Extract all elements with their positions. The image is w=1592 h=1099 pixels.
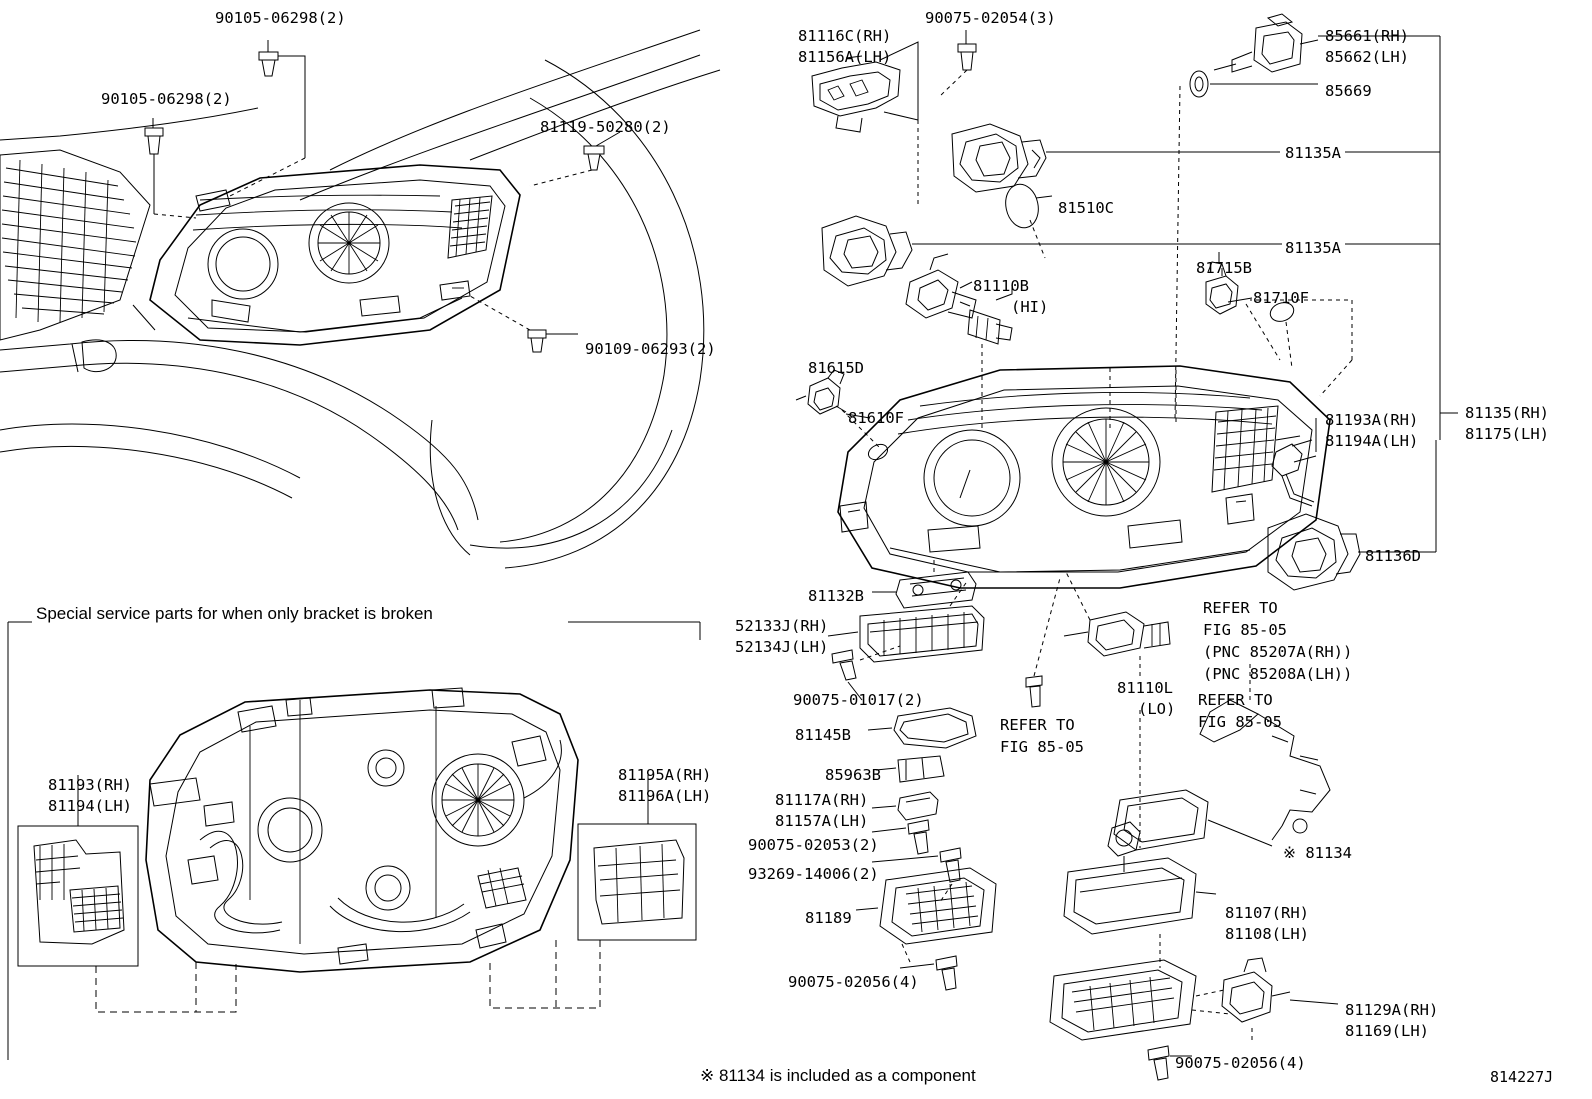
part-85963b-clip <box>876 756 944 782</box>
part-81107-ballast <box>1064 822 1216 968</box>
diagram-code: 814227J <box>1490 1068 1554 1086</box>
part-81145b-gasket <box>868 708 976 748</box>
label-l-81156a: 81156A(LH) <box>798 48 892 66</box>
part-81135a-cap-upper <box>952 124 1440 192</box>
label-l-81110b: 81110B <box>973 277 1029 295</box>
special-service-note: Special service parts for when only bracket is broken <box>36 604 433 623</box>
vehicle-front-illustration <box>0 30 720 568</box>
refer-block-c-line-1: REFER TO <box>1000 716 1075 734</box>
label-l-90105-b: 90105-06298(2) <box>101 90 232 108</box>
refer-block-a-line-3: (PNC 85207A(RH)) <box>1203 643 1353 661</box>
label-l-52134j: 52134J(LH) <box>735 638 829 656</box>
refer-block-b-line-2: FIG 85-05 <box>1198 713 1282 731</box>
left-fasteners <box>145 40 620 352</box>
label-l-90075-02056a: 90075-02056(4) <box>788 973 919 991</box>
label-l-81108: 81108(LH) <box>1225 925 1309 943</box>
refer-block-c-line-2: FIG 85-05 <box>1000 738 1084 756</box>
label-l-81136d: 81136D <box>1365 547 1421 565</box>
label-l-81715b: 81715B <box>1196 259 1252 277</box>
refer-block-a-line-4: (PNC 85208A(LH)) <box>1203 665 1353 683</box>
label-l-81193a: 81193A(RH) <box>1325 411 1419 429</box>
headlamp-housing-main <box>838 366 1330 588</box>
label-l-85669: 85669 <box>1325 82 1372 100</box>
part-81136d-cap <box>1268 440 1436 590</box>
refer-block-a-line-1: REFER TO <box>1203 599 1278 617</box>
label-l-81107: 81107(RH) <box>1225 904 1309 922</box>
label-l-81135a-2: 81135A <box>1285 239 1341 257</box>
label-l-93269: 93269-14006(2) <box>748 865 879 883</box>
special-service-parts-frame <box>8 622 700 1060</box>
label-l-90075-02056b: 90075-02056(4) <box>1175 1054 1306 1072</box>
label-l-90075-01017: 90075-01017(2) <box>793 691 924 709</box>
part-81135a-cap-lower <box>822 216 1440 286</box>
label-l-81615d: 81615D <box>808 359 864 377</box>
label-l-81195a: 81195A(RH) <box>618 766 712 784</box>
label-l-81189: 81189 <box>805 909 852 927</box>
refer-block-a-line-2: FIG 85-05 <box>1203 621 1287 639</box>
label-l-81169: 81169(LH) <box>1345 1022 1429 1040</box>
label-l-81193: 81193(RH) <box>48 776 132 794</box>
label-l-81110l-lo: (LO) <box>1138 700 1176 718</box>
part-81117a-bracket <box>872 792 961 902</box>
label-l-81132b: 81132B <box>808 587 864 605</box>
label-l-81157a: 81157A(LH) <box>775 812 869 830</box>
label-l-81135a-1: 81135A <box>1285 144 1341 162</box>
label-l-81145b: 81145B <box>795 726 851 744</box>
label-l-81194: 81194(LH) <box>48 797 132 815</box>
bracket-inset-right <box>490 775 696 1008</box>
label-l-90075-02053: 90075-02053(2) <box>748 836 879 854</box>
label-l-81196a: 81196A(LH) <box>618 787 712 805</box>
label-l-81135rh: 81135(RH) <box>1465 404 1549 422</box>
label-l-81710f: 81710F <box>1253 289 1309 307</box>
label-l-85661: 85661(RH) <box>1325 27 1409 45</box>
label-l-81116c: 81116C(RH) <box>798 27 892 45</box>
label-l-90075-02054: 90075-02054(3) <box>925 9 1056 27</box>
part-85661-actuator <box>1175 14 1440 420</box>
label-l-81117a: 81117A(RH) <box>775 791 869 809</box>
label-l-81194a: 81194A(LH) <box>1325 432 1419 450</box>
label-l-85963b: 85963B <box>825 766 881 784</box>
label-l-90109: 90109-06293(2) <box>585 340 716 358</box>
label-l-81110b-hi: (HI) <box>1011 298 1049 316</box>
label-l-81134: ※ 81134 <box>1283 844 1352 862</box>
label-l-85662: 85662(LH) <box>1325 48 1409 66</box>
refer-block-b-line-1: REFER TO <box>1198 691 1273 709</box>
label-l-81119: 81119-50280(2) <box>540 118 671 136</box>
label-l-81129a: 81129A(RH) <box>1345 1001 1439 1019</box>
label-l-81110l: 81110L <box>1117 679 1173 697</box>
headlamp-bracket-assembly-illustration <box>146 688 578 972</box>
part-81510c-socket <box>1002 181 1052 258</box>
part-81132b-clip <box>872 556 976 608</box>
label-l-81610f: 81610F <box>848 409 904 427</box>
part-81193a-adjuster <box>1272 418 1316 506</box>
label-l-52133j: 52133J(RH) <box>735 617 829 635</box>
label-l-81175lh: 81175(LH) <box>1465 425 1549 443</box>
included-component-note: ※ 81134 is included as a component <box>700 1066 976 1085</box>
label-l-90105-a: 90105-06298(2) <box>215 9 346 27</box>
label-l-81510c: 81510C <box>1058 199 1114 217</box>
part-81134-gasket <box>1114 790 1272 850</box>
